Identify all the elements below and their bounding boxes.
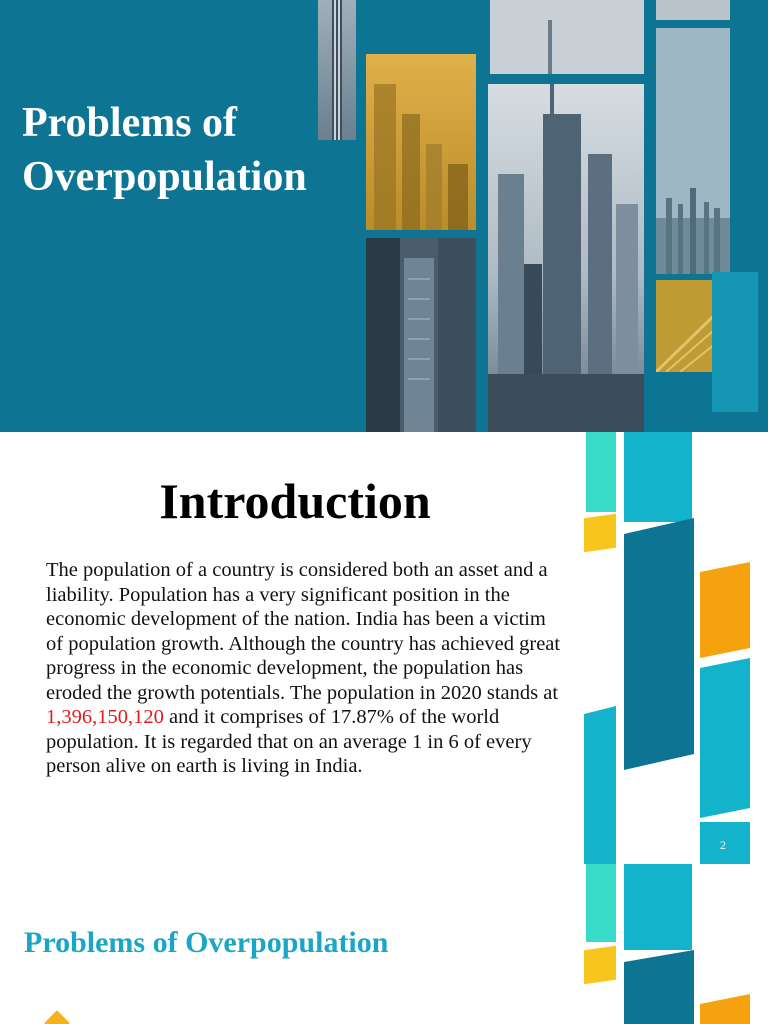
cyan-block-top	[624, 864, 692, 950]
cyan-block-left	[584, 706, 616, 864]
city-photo-tile-left	[366, 238, 476, 432]
orange-block	[700, 994, 750, 1024]
paragraph-text-end: and it comprises of 17.87% of the world population. It is regarded that on an average 1 in 6 of every person alive on earth is living in India.	[46, 706, 532, 777]
sky-photo-tile	[490, 0, 644, 74]
city-photo-tile-right	[656, 28, 730, 274]
problems-heading: Problems of Overpopulation	[24, 926, 389, 959]
city-photo-tile-center	[488, 84, 644, 432]
introduction-heading: Introduction	[159, 473, 431, 529]
mint-block	[586, 432, 616, 512]
cyan-block-top	[624, 432, 692, 522]
population-figure: 1,396,150,120	[46, 706, 164, 728]
teal-parallelogram	[624, 950, 694, 1024]
sky-photo-tile-small	[656, 0, 730, 20]
teal-accent-block	[712, 272, 758, 412]
mint-block	[586, 864, 616, 942]
cyan-block-right	[700, 658, 750, 818]
introduction-paragraph	[46, 558, 566, 779]
orange-block	[700, 562, 750, 658]
bullet-diamond-icon	[44, 1010, 69, 1024]
gold-city-tile	[366, 54, 476, 230]
problems-slide	[0, 864, 768, 1024]
gold-block	[584, 514, 616, 552]
gold-block	[584, 946, 616, 984]
introduction-slide	[0, 432, 768, 864]
paragraph-text-start: The population of a country is considered both an asset and a liability. Population has a very significant position in the economic development of the nation. India has been a victim of population growth. Although the country has achieved great progress in the economic development, the population has eroded the growth potentials. The population in 2020 stands at	[46, 559, 561, 704]
title-line-1: Problems of	[22, 100, 238, 146]
title-slide	[0, 0, 768, 432]
teal-parallelogram	[624, 518, 694, 770]
title-line-2: Overpopulation	[22, 154, 307, 200]
page-number: 2	[720, 838, 726, 852]
tower-photo-tile	[318, 0, 356, 140]
